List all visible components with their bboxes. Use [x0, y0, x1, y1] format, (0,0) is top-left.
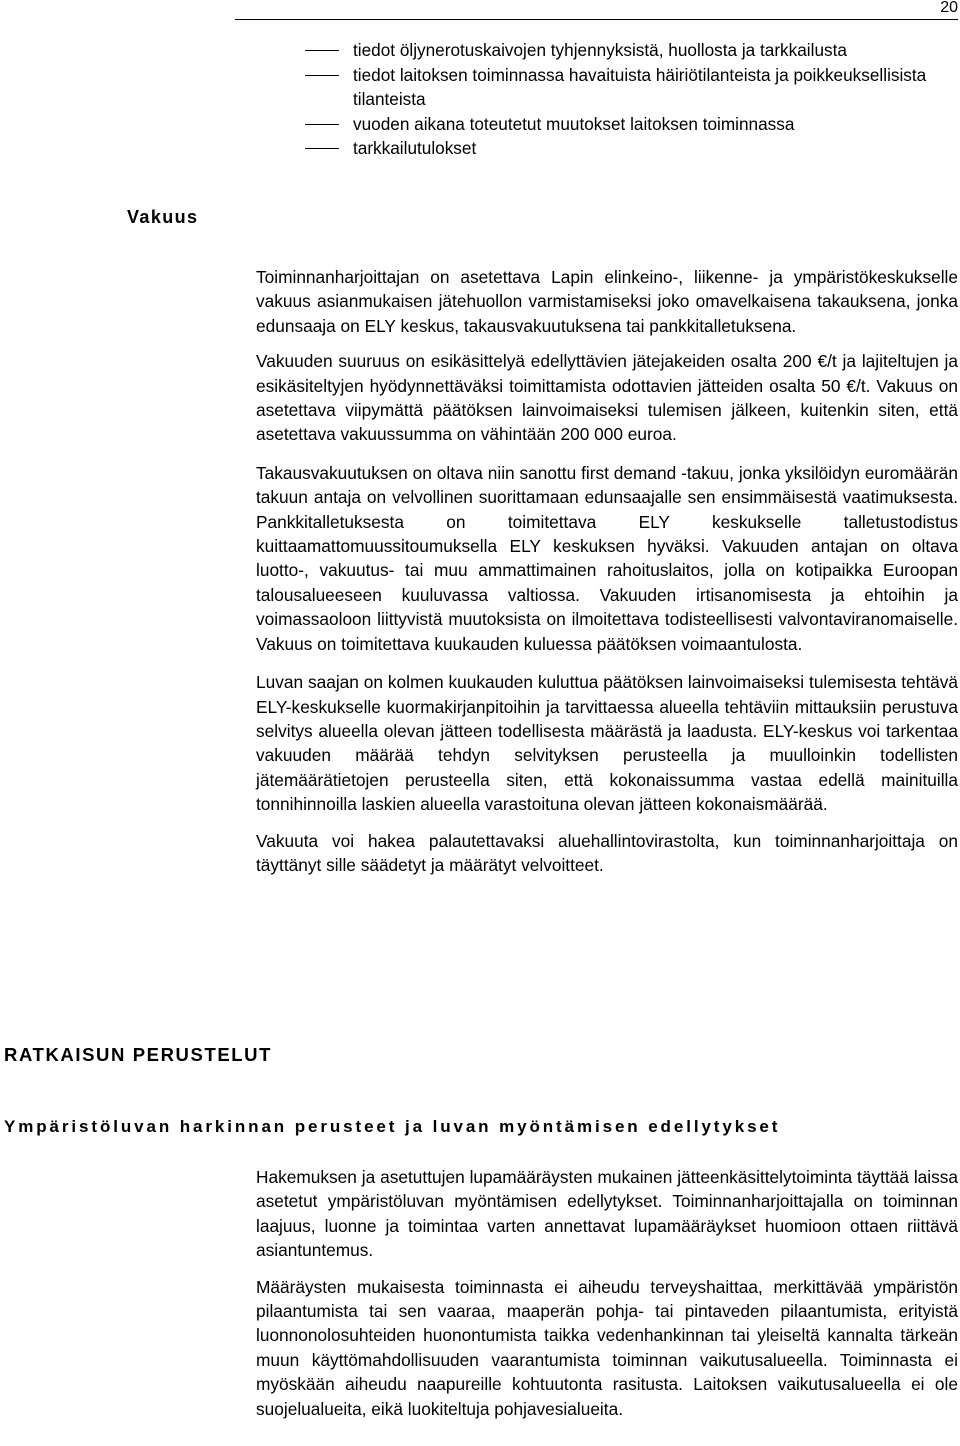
dash-bullet-icon [305, 148, 339, 149]
vakuus-paragraph-report: Luvan saajan on kolmen kuukauden kuluttua päätöksen lainvoimaiseksi tulemisesta tehtävä ELY-keskukselle kuormakirjanpitoihin ja tarvittaessa alueella tehtäviin mittauksiin perustuva selvitys alueella olevan jätteen todellisesta määrästä ja laadusta. ELY-keskus voi tarkentaa vakuuden määrää tehdyn selvityksen perusteella ja muulloinkin todellisten jätemäärätietojen perusteella siten, että kokonaissumma vastaa edellä mainituilla tonnihinnoilla laskien alueella varastoituna olevan jätteen kokonaismäärää. [256, 672, 958, 815]
perustelut-paragraph-conditions: Hakemuksen ja asetuttujen lupamääräysten mukainen jätteenkäsittelytoiminta täyttää laissa asetetut ympäristöluvan myöntämisen edellytykset. Toiminnanharjoittajalla on toiminnan laajuus, luonne ja toimintaa varten annettavat lupamääräykset huomioon ottaen riittävä asiantuntemus. [256, 1167, 958, 1261]
vakuus-section [256, 265, 958, 877]
perustelut-paragraph-effects: Määräysten mukaisesta toiminnasta ei aiheudu terveyshaittaa, merkittävää ympäristön pilaantumista tai sen vaaraa, maaperän pohja- tai pintaveden pilaantumista, erityistä luonnonolosuhteiden huonontumista taikka vedenhankinnan tai yleiseltä kannalta tärkeän muun käyttömahdollisuuden vaarantumista toiminnan vaikutusalueella. Toiminnasta ei myöskään aiheudu naapureille kohtuutonta rasitusta. Laitoksen vaikutusalueella ei ole suojelualueita, eikä luokiteltuja pohjavesialueita. [256, 1276, 958, 1419]
list-item [305, 112, 955, 137]
list-item-text: vuoden aikana toteutetut muutokset laitoksen toiminnassa [353, 113, 795, 134]
list-item [305, 63, 955, 112]
list-item-text: tarkkailutulokset [353, 138, 477, 158]
vakuus-paragraph-amount: Vakuuden suuruus on esikäsittelyä edellyttävien jätejakeiden osalta 200 €/t ja lajiteltujen ja esikäsiteltyjen hyödynnettäväksi toimittamista odottavien jätteiden osalta 50 €/t. Vakuus on asetettava viipymättä päätöksen lainvoimaiseksi tulemisen jälkeen, kuitenkin siten, että asetettava vakuussumma on vähintään 200 000 euroa. [256, 351, 958, 445]
vakuus-paragraph-insurance: Takausvakuutuksen on oltava niin sanottu first demand -takuu, jonka yksilöidyn euromäärän takuun antaja on velvollinen suorittamaan edunsaajalle sen ensimmäisestä vaatimuksesta. Pankkitalletuksesta on toimitettava ELY keskukselle talletustodistus kuittaamattomuussitoumuksella ELY keskuksen hyväksi. Vakuuden antajan on oltava luotto-, vakuutus- tai muu ammattimainen rahoituslaitos, jolla on kotipaikka Euroopan talousalueeseen kuuluvassa valtiossa. Vakuuden irtisanomisesta ja ehtoihin ja voimassaoloon liittyvistä muutoksista on ilmoitettava todisteellisesti valvontaviranomaiselle. Vakuus on toimitettava kuukauden kuluessa päätöksen voimaantulosta. [256, 462, 958, 654]
list-item [305, 38, 955, 63]
section-heading-ratkaisun-perustelut: RATKAISUN PERUSTELUT [4, 1044, 273, 1065]
vakuus-paragraph-return: Vakuuta voi hakea palautettavaksi aluehallintovirastolta, kun toiminnanharjoittaja on täyttänyt sille säädetyt ja määrätyt velvoitteet. [256, 830, 958, 875]
list-item-text: tiedot öljynerotuskaivojen tyhjennyksistä, huollosta ja tarkkailusta [353, 40, 847, 60]
dash-bullet-icon [305, 75, 339, 76]
header-rule [235, 19, 958, 20]
perustelut-section [256, 1165, 958, 1421]
list-item [305, 136, 955, 161]
vakuus-heading: Vakuus [127, 207, 199, 227]
list-item-text: tiedot laitoksen toiminnassa havaituista häiriötilanteista ja poikkeuksellisista tilanteista [353, 64, 927, 109]
vakuus-paragraph-guarantee: Toiminnanharjoittajan on asetettava Lapin elinkeino-, liikenne- ja ympäristökeskukselle vakuus asianmukaisen jätehuollon varmistamiseksi joko omavelkaisena takauksena, jonka edunsaaja on ELY keskus, takausvakuutuksena tai pankkitalletuksena. [256, 267, 958, 336]
dash-bullet-icon [305, 124, 339, 125]
subsection-heading-luvan-edellytykset: Ympäristöluvan harkinnan perusteet ja luvan myöntämisen edellytykset [4, 1117, 781, 1136]
monitoring-report-list [305, 38, 955, 161]
page-number: 20 [940, 0, 958, 16]
dash-bullet-icon [305, 50, 339, 51]
